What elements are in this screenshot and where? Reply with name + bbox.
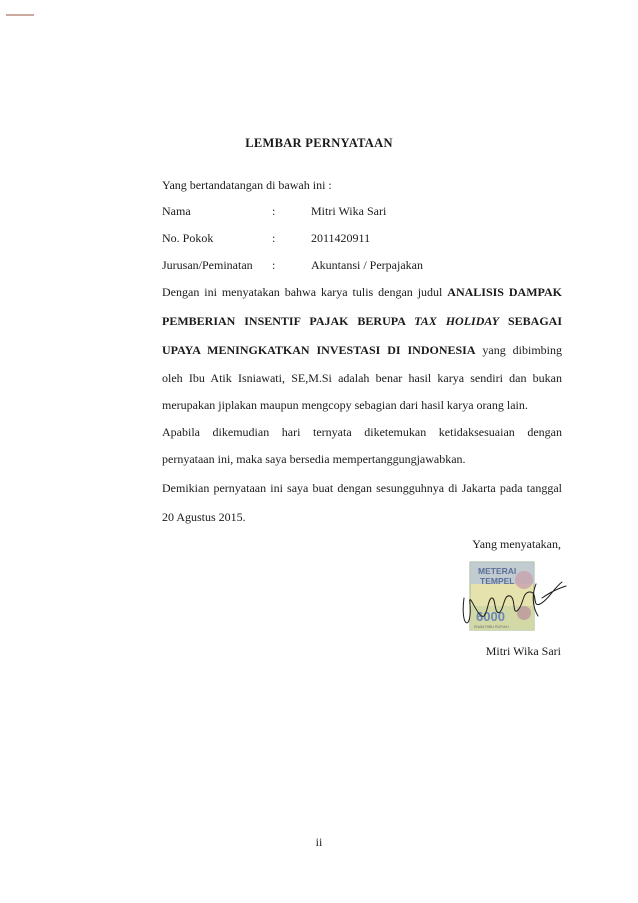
revenue-stamp bbox=[458, 558, 568, 636]
field-colon: : bbox=[272, 231, 276, 245]
field-value: Mitri Wika Sari bbox=[311, 204, 387, 218]
intro-text: Yang bertandatangan di bawah ini : bbox=[162, 178, 332, 192]
page-number: ii bbox=[315, 835, 323, 849]
signoff-text: Yang menyatakan, bbox=[472, 537, 561, 551]
thesis-title-part: ANALISIS DAMPAK bbox=[447, 285, 562, 299]
svg-text:METERAI: METERAI bbox=[478, 566, 517, 576]
penalty-line-2: pernyataan ini, maka saya bersedia mempertanggungjawabkan. bbox=[162, 452, 466, 466]
thesis-title-italic: TAX HOLIDAY bbox=[414, 314, 500, 328]
closing-line-2: 20 Agustus 2015. bbox=[162, 510, 246, 524]
signer-name: Mitri Wika Sari bbox=[485, 644, 561, 658]
thesis-title-part: UPAYA MENINGKATKAN INVESTASI DI INDONESIA bbox=[162, 343, 476, 357]
statement-line-5: merupakan jiplakan maupun mengcopy sebagian dari hasil karya orang lain. bbox=[162, 398, 528, 412]
svg-text:6000: 6000 bbox=[476, 609, 505, 624]
field-label: Jurusan/Peminatan bbox=[162, 258, 253, 272]
thesis-title-part: SEBAGAI bbox=[499, 314, 562, 328]
field-label: No. Pokok bbox=[162, 231, 214, 245]
field-label: Nama bbox=[162, 204, 191, 218]
field-colon: : bbox=[272, 204, 276, 218]
statement-line-2 bbox=[162, 314, 562, 329]
statement-line-4: oleh Ibu Atik Isniawati, SE,M.Si adalah benar hasil karya sendiri dan bukan bbox=[162, 371, 562, 385]
svg-text:ENAM RIBU RUPIAH: ENAM RIBU RUPIAH bbox=[474, 625, 509, 629]
statement-line-1 bbox=[162, 285, 562, 300]
statement-line-3 bbox=[162, 343, 562, 358]
document-title: LEMBAR PERNYATAAN bbox=[245, 136, 393, 150]
statement-text: yang dibimbing bbox=[475, 343, 562, 357]
thesis-title-part: PEMBERIAN INSENTIF PAJAK BERUPA bbox=[162, 314, 415, 328]
field-value: Akuntansi / Perpajakan bbox=[311, 258, 423, 272]
svg-text:TEMPEL: TEMPEL bbox=[480, 576, 515, 586]
corner-mark bbox=[6, 14, 34, 16]
statement-text: Dengan ini menyatakan bahwa karya tulis dengan judul bbox=[162, 285, 448, 299]
closing-line-1: Demikian pernyataan ini saya buat dengan sesungguhnya di Jakarta pada tanggal bbox=[162, 481, 562, 495]
field-colon: : bbox=[272, 258, 276, 272]
penalty-line-1: Apabila dikemudian hari ternyata diketemukan ketidaksesuaian dengan bbox=[162, 425, 562, 439]
field-value: 2011420911 bbox=[311, 231, 371, 245]
